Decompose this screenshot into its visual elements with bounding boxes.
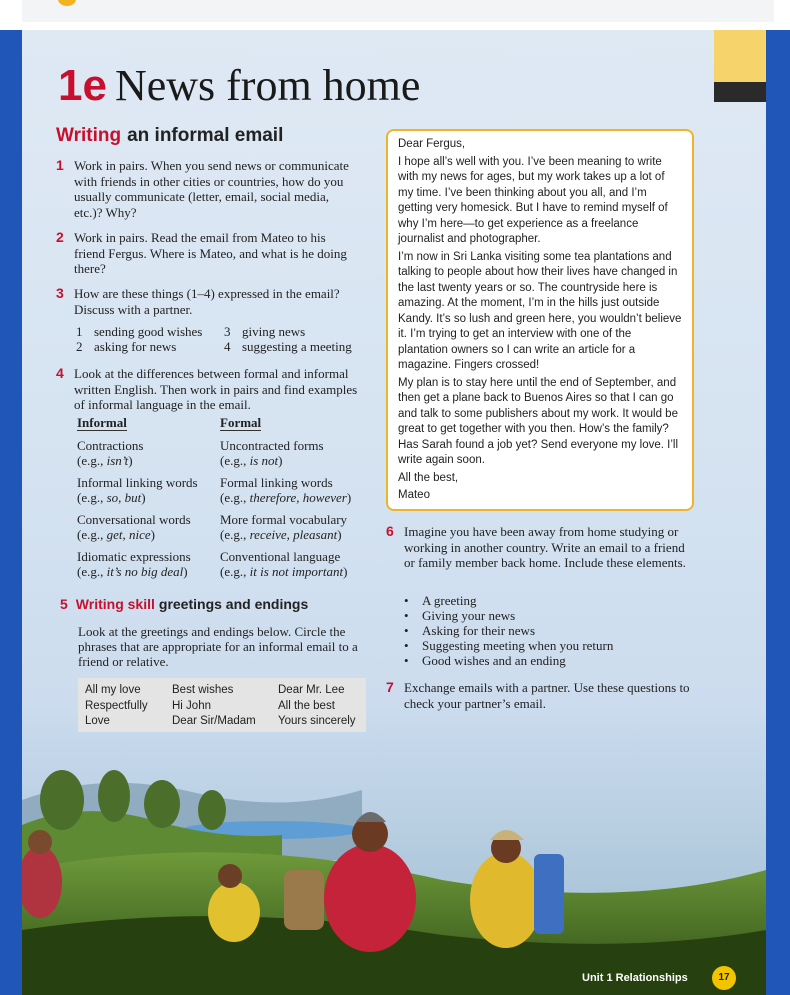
- greetings-column: [85, 683, 172, 727]
- expression-number: 3: [224, 324, 231, 339]
- exercise-number: 7: [386, 679, 394, 695]
- formal-type: Uncontracted forms: [220, 438, 324, 453]
- bullet-icon: •: [404, 623, 409, 638]
- table-row: [77, 438, 380, 468]
- informal-type: Conversational words: [77, 512, 191, 527]
- informal-type: Contractions: [77, 438, 144, 453]
- expression-text: asking for news: [94, 339, 177, 354]
- exercise-2: [56, 230, 356, 277]
- greeting-phrase[interactable]: Hi John: [172, 699, 211, 712]
- expression-item: [76, 339, 224, 354]
- exercise-7: [386, 680, 698, 711]
- expression-row: [76, 339, 372, 354]
- greeting-phrase[interactable]: Dear Mr. Lee: [278, 684, 345, 696]
- greetings-column: [172, 683, 278, 727]
- exercise-number: 1: [56, 157, 64, 173]
- greeting-phrase[interactable]: Dear Sir/Madam: [172, 715, 256, 727]
- frame-left: [0, 30, 22, 995]
- page-title: [58, 60, 420, 111]
- expression-list: [76, 324, 372, 354]
- informal-example: (e.g., it’s no big deal): [77, 564, 188, 579]
- formal-type: Conventional language: [220, 549, 341, 564]
- greeting-phrase[interactable]: Yours sincerely: [278, 715, 356, 727]
- informal-type: Informal linking words: [77, 475, 198, 490]
- email-signature: Mateo: [398, 489, 430, 501]
- expression-row: [76, 324, 372, 339]
- page-number: 17: [712, 966, 736, 990]
- table-row: [77, 549, 380, 579]
- formal-type: Formal linking words: [220, 475, 333, 490]
- informal-example: (e.g., get, nice): [77, 527, 155, 542]
- formal-example: (e.g., receive, pleasant): [220, 527, 342, 542]
- top-strip: [0, 0, 790, 30]
- greetings-column: [278, 683, 356, 727]
- section-tab: [714, 30, 766, 82]
- greeting-phrase[interactable]: Love: [85, 715, 110, 727]
- footer-unit-label: Unit 1 Relationships: [582, 972, 688, 984]
- list-item-text: Good wishes and an ending: [422, 653, 566, 668]
- greetings-box: [78, 678, 366, 732]
- exercise-number: 2: [56, 229, 64, 245]
- frame-right: [766, 30, 790, 995]
- subhead-topic: an informal email: [127, 125, 284, 146]
- section-subhead: [56, 125, 283, 147]
- exercise-text: How are these things (1–4) expressed in the email? Discuss with a partner.: [74, 286, 340, 317]
- list-item-text: Suggesting meeting when you return: [422, 638, 614, 653]
- greeting-phrase[interactable]: All the best: [278, 699, 335, 712]
- exercise-4: [56, 366, 366, 413]
- subhead-skill: Writing: [56, 125, 122, 146]
- writing-skill-text: Look at the greetings and endings below. Circle the phrases that are appropriate for an informal email to a friend or relative.: [78, 624, 358, 669]
- tea-plantation-photo: [22, 730, 766, 995]
- exercise-text: Imagine you have been away from home studying or working in another country. Write an email to a friend or family member back home. Include these elements.: [404, 524, 686, 570]
- exercise-number: 5: [60, 596, 68, 612]
- formal-informal-table: [77, 415, 380, 579]
- writing-skill-label: Writing skill: [75, 596, 155, 612]
- email-paragraph: My plan is to stay here until the end of September, and then get a plane back to Buenos Aires so that I can go and talk to some publishers about my work. It would be great to get together with you then. How’s the family? Has Sarah found a job yet? Send everyone my love. I’ll write again soon.: [398, 376, 678, 466]
- bullet-icon: •: [404, 653, 409, 668]
- table-header: [77, 415, 380, 431]
- list-item-text: Asking for their news: [422, 623, 536, 638]
- top-strip-inner: [22, 0, 774, 22]
- exercise-3: [56, 286, 366, 317]
- section-tab-bar: [714, 82, 766, 102]
- bullet-icon: •: [404, 593, 409, 608]
- writing-skill-heading: [60, 596, 308, 612]
- exercise-number: 3: [56, 285, 64, 301]
- header-formal: Formal: [220, 415, 262, 430]
- greeting-phrase[interactable]: Respectfully: [85, 699, 148, 712]
- expression-text: giving news: [242, 324, 306, 339]
- header-informal: Informal: [77, 415, 127, 430]
- bullet-icon: •: [404, 638, 409, 653]
- page: [22, 30, 766, 995]
- expression-item: [224, 339, 372, 354]
- list-item: [404, 608, 694, 623]
- exercise-number: 4: [56, 365, 64, 381]
- exercise-1: [56, 158, 356, 220]
- email-panel: [386, 129, 694, 511]
- expression-number: 2: [76, 339, 83, 354]
- email-closing: All the best,: [398, 471, 459, 484]
- greeting-phrase[interactable]: Best wishes: [172, 684, 234, 696]
- list-item-text: Giving your news: [422, 608, 516, 623]
- list-item: [404, 653, 694, 668]
- expression-item: [76, 324, 224, 339]
- expression-item: [224, 324, 372, 339]
- formal-example: (e.g., is not): [220, 453, 283, 468]
- exercise-text: Work in pairs. Read the email from Mateo to his friend Fergus. Where is Mateo, and what is he doing there?: [74, 230, 347, 276]
- lesson-code: 1e: [58, 61, 107, 110]
- table-row: [77, 512, 380, 542]
- formal-type: More formal vocabulary: [220, 512, 348, 527]
- expression-text: suggesting a meeting: [242, 339, 352, 354]
- email-salutation: Dear Fergus,: [398, 138, 466, 150]
- informal-example: (e.g., isn’t): [77, 453, 133, 468]
- email-paragraph: I hope all’s well with you. I’ve been meaning to write with my news for ages, but my work takes up a lot of my time. I’ve been thinking about you all, and I’m getting very homesick. But I have to remind myself of why I’m here—to get experience as a freelance journalist and photographer.: [398, 155, 668, 245]
- list-item: [404, 623, 694, 638]
- formal-example: (e.g., therefore, however): [220, 490, 352, 505]
- exercise-text: Exchange emails with a partner. Use these questions to check your partner’s email.: [404, 680, 690, 711]
- informal-example: (e.g., so, but): [77, 490, 146, 505]
- greeting-phrase[interactable]: All my love: [85, 684, 141, 696]
- list-item: [404, 638, 694, 653]
- list-item: [404, 593, 694, 608]
- email-paragraph: I’m now in Sri Lanka visiting some tea plantations and talking to people about how their lives have changed in the last twenty years or so. The countryside here is amazing. At the moment, I’m in the hills just outside Kandy. It’s so lush and green here, you wouldn’t believe it. I’m trying to get an interview with one of the plantation owners so I can write an article for a magazine. Fingers crossed!: [398, 250, 682, 371]
- expression-text: sending good wishes: [94, 324, 203, 339]
- expression-number: 4: [224, 339, 231, 354]
- formal-example: (e.g., it is not important): [220, 564, 348, 579]
- bullet-icon: •: [404, 608, 409, 623]
- exercise-6: [386, 524, 698, 571]
- lesson-title: News from home: [114, 61, 421, 110]
- writing-skill-topic: greetings and endings: [158, 596, 309, 612]
- exercise-number: 6: [386, 523, 394, 539]
- exercise-6-list: [404, 593, 694, 668]
- list-item-text: A greeting: [422, 593, 477, 608]
- expression-number: 1: [76, 324, 83, 339]
- informal-type: Idiomatic expressions: [77, 549, 191, 564]
- exercise-text: Work in pairs. When you send news or communicate with friends in other cities or countries, how do you usually communicate (letter, email, social media, etc.)? Why?: [74, 158, 349, 220]
- table-row: [77, 475, 380, 505]
- exercise-text: Look at the differences between formal and informal written English. Then work in pairs and find examples of informal language in the email.: [74, 366, 358, 412]
